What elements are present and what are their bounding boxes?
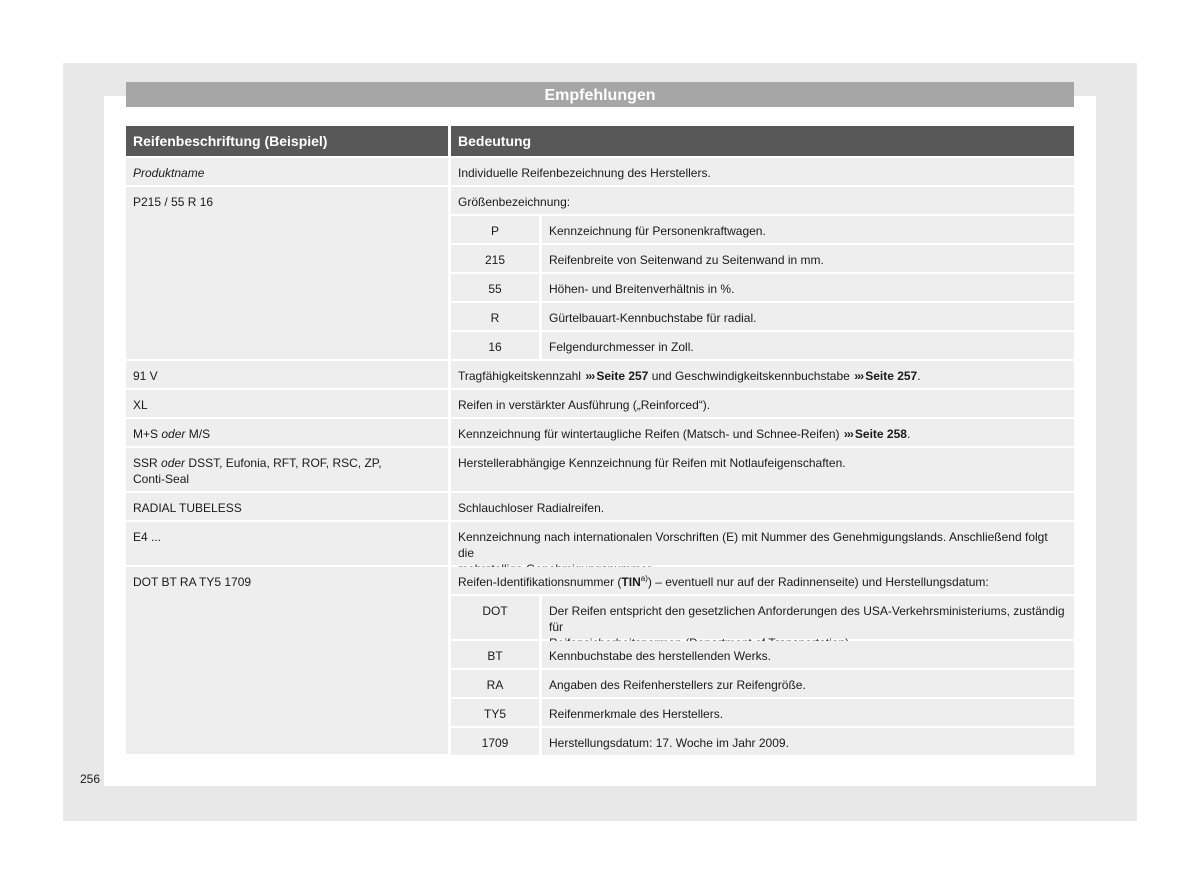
row-ms-desc: Kennzeichnung für wintertaugliche Reifen (Matsch- und Schnee-Reifen) ››› Seite 258. — [451, 419, 1074, 446]
size-desc-r: Gürtelbauart-Kennbuchstabe für radial. — [542, 303, 1074, 330]
header-meaning: Bedeutung — [451, 126, 1074, 156]
dot-desc-dot: Der Reifen entspricht den gesetzlichen Anforderungen des USA-Verkehrsministeriums, zuständig für — [542, 596, 1074, 639]
dot-code-ra: RA — [451, 670, 539, 697]
row-load-label: 91 V — [126, 361, 448, 388]
link-seite-257-b[interactable]: Seite 257 — [865, 369, 918, 383]
footnote-marker: a) — [640, 574, 648, 583]
row-ssr-label: SSR oder DSST, Eufonia, RFT, ROF, RSC, ZP, Conti-Seal — [126, 448, 448, 491]
dot-desc-bt: Kennbuchstabe des herstellenden Werks. — [542, 641, 1074, 668]
header-tire-marking: Reifenbeschriftung (Beispiel) — [126, 126, 448, 156]
link-seite-258[interactable]: Seite 258 — [854, 427, 907, 441]
link-seite-257-a[interactable]: Seite 257 — [596, 369, 649, 383]
row-produktname-label: Produktname — [126, 158, 448, 185]
row-produktname-desc: Individuelle Reifenbezeichnung des Herstellers. — [451, 158, 1074, 185]
row-dot-desc: Reifen-Identifikationsnummer (TIN$^{a)}$) – eventuell nur auf der Radinnenseite) und Herstellungsdatum: — [451, 567, 1074, 594]
row-e4-desc: Kennzeichnung nach internationalen Vorschriften (E) mit Nummer des Genehmigungslands. Anschließend folgt die — [451, 522, 1074, 565]
row-dot-label: DOT BT RA TY5 1709 — [126, 567, 448, 754]
cross-ref-arrow-icon: ››› — [854, 369, 864, 383]
size-code-r: R — [451, 303, 539, 330]
dot-desc-1709: Herstellungsdatum: 17. Woche im Jahr 2009. — [542, 728, 1074, 755]
dot-desc-ra: Angaben des Reifenherstellers zur Reifengröße. — [542, 670, 1074, 697]
dot-code-ty5: TY5 — [451, 699, 539, 726]
row-size-desc: Größenbezeichnung: — [451, 187, 1074, 214]
size-code-215: 215 — [451, 245, 539, 272]
size-code-16: 16 — [451, 332, 539, 359]
row-size-label: P215 / 55 R 16 — [126, 187, 448, 359]
row-radial-desc: Schlauchloser Radialreifen. — [451, 493, 1074, 520]
cross-ref-arrow-icon: ››› — [585, 369, 595, 383]
row-radial-label: RADIAL TUBELESS — [126, 493, 448, 520]
dot-code-1709: 1709 — [451, 728, 539, 755]
dot-code-dot: DOT — [451, 596, 539, 639]
dot-desc-ty5: Reifenmerkmale des Herstellers. — [542, 699, 1074, 726]
row-e4-label: E4 ... — [126, 522, 448, 565]
size-desc-p: Kennzeichnung für Personenkraftwagen. — [542, 216, 1074, 243]
row-ssr-desc: Herstellerabhängige Kennzeichnung für Reifen mit Notlaufeigenschaften. — [451, 448, 1074, 491]
size-desc-16: Felgendurchmesser in Zoll. — [542, 332, 1074, 359]
size-desc-215: Reifenbreite von Seitenwand zu Seitenwand in mm. — [542, 245, 1074, 272]
size-code-p: P — [451, 216, 539, 243]
row-load-desc: Tragfähigkeitskennzahl ››› Seite 257 und Geschwindigkeitskennbuchstabe ››› Seite 257. — [451, 361, 1074, 388]
row-ms-label: M+S oder M/S — [126, 419, 448, 446]
row-xl-label: XL — [126, 390, 448, 417]
size-desc-55: Höhen- und Breitenverhältnis in %. — [542, 274, 1074, 301]
section-banner: Empfehlungen — [126, 82, 1074, 107]
size-code-55: 55 — [451, 274, 539, 301]
row-xl-desc: Reifen in verstärkter Ausführung („Reinforced“). — [451, 390, 1074, 417]
page-number: 256 — [80, 772, 101, 786]
dot-code-bt: BT — [451, 641, 539, 668]
cross-ref-arrow-icon: ››› — [843, 427, 853, 441]
